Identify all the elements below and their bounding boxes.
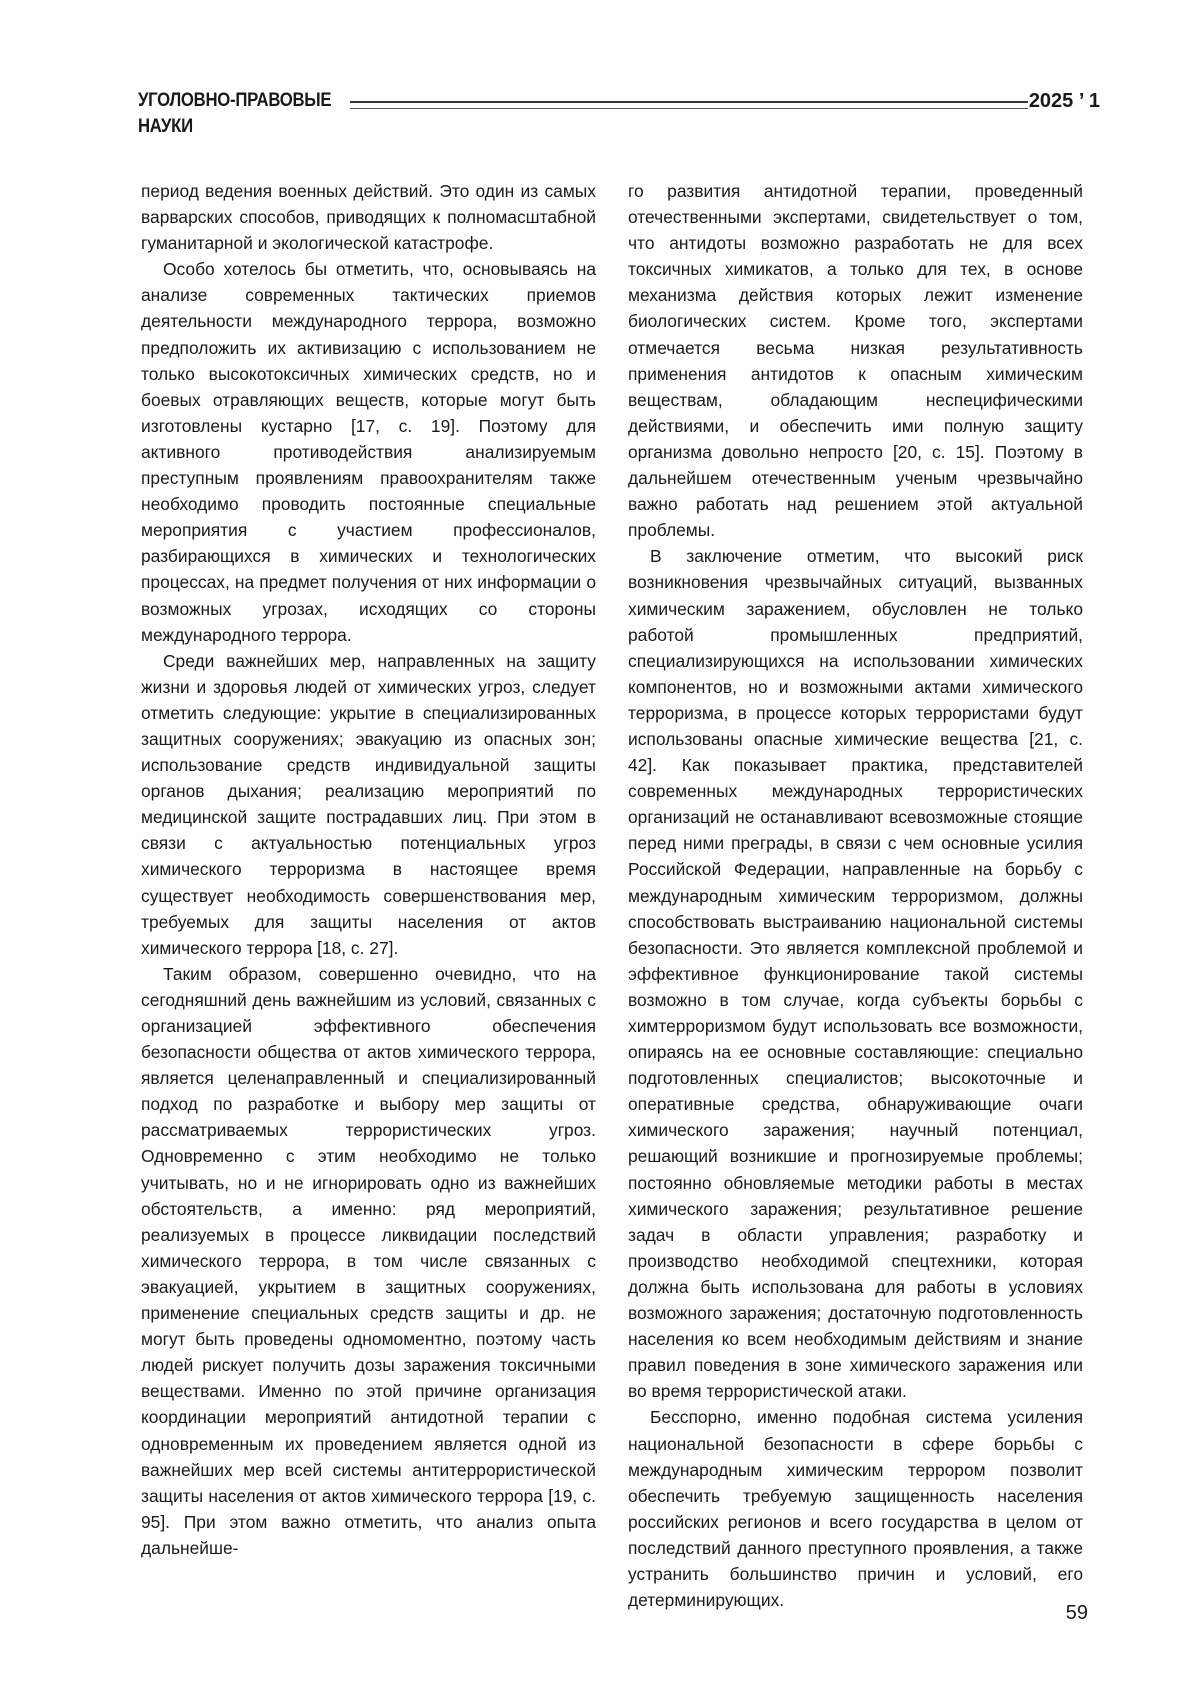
paragraph: В заключение отметим, что высокий риск возникновения чрезвычайных ситуаций, вызванных химическим заражением, обусловлен не только работой промышленных предприятий, специализирующихся на использовании химических компонентов, но и возможными актами химического терроризма, в процессе которых террористами будут использованы опасные химические вещества [21, с. 42]. Как показывает практика, представителей современных международных террористических организаций не останавливают всевозможные стоящие перед ними преграды, в связи с чем основные усилия Российской Федерации, направленные на борьбу с международным химическим терроризмом, должны способствовать выстраиванию национальной системы безопасности. Это является комплексной проблемой и эффективное функционирование такой системы возможно в том случае, когда субъекты борьбы с химтерроризмом будут использовать все возможности, опираясь на ее основные составляющие: специально подготовленных специалистов; высокоточные и оперативные средства, обнаруживающие очаги химического заражения; научный потенциал, решающий возникшие и прогнозируемые проблемы; постоянно обновляемые методики работы в местах химического заражения; результативное решение задач в области управления; разработку и производство необходимой спецтехники, которая должна быть использована для работы в условиях возможного заражения; достаточную подготовленность населения ко всем необходимым действиям и знание правил поведения в зоне химического заражения или во время террористической атаки. xyxy=(628,546,1083,1402)
paragraph: Таким образом, совершенно очевидно, что на сегодняшний день важнейшим из условий, связанных с организацией эффективного обеспечения безопасности общества от актов химического террора, является целенаправленный и специализированный подход по разработке и выбору мер защиты от рассматриваемых террористических угроз. Одновременно с этим необходимо не только учитывать, но и не игнорировать одно из важнейших обстоятельств, а именно: ряд мероприятий, реализуемых в процессе ликвидации последствий химического террора, в том числе связанных с эвакуацией, укрытием в защитных сооружениях, применение специальных средств защиты и др. не могут быть проведены одномоментно, поэтому часть людей рискует получить дозы заражения токсичными веществами. Именно по этой причине организация координации мероприятий антидотной терапии с одновременным их проведением является одной из важнейших мер всей системы антитеррористической защиты населения от актов химического террора [19, с. 95]. При этом важно отметить, что анализ опыта дальнейше- xyxy=(141,963,596,1558)
paragraph: го развития антидотной терапии, проведенный отечественными экспертами, свидетельствует о том, что антидоты возможно разработать не для всех токсичных химикатов, а только для тех, в основе механизма действия которых лежит изменение биологических систем. Кроме того, экспертами отмечается весьма низкая результативность применения антидотов к опасным химическим веществам, обладающим неспецифическими действиями, и обеспечить ими полную защиту организма довольно непросто [20, с. 15]. Поэтому в дальнейшем отечественным ученым чрезвычайно важно работать над решением этой актуальной проблемы. xyxy=(628,181,1083,541)
paragraph: Бесспорно, именно подобная система усиления национальной безопасности в сфере борьбы с международным химическим террором позволит обеспечить требуемую защищенность населения российских регионов и всего государства в целом от последствий данного преступного проявления, а также устранить большинство причин и условий, его детерминирующих. xyxy=(628,1407,1083,1611)
section-title-line1: УГОЛОВНО-ПРАВОВЫЕ xyxy=(138,90,332,111)
left-column xyxy=(141,178,596,1561)
paragraph: период ведения военных действий. Это один из самых варварских способов, приводящих к полномасштабной гуманитарной и экологической катастрофе. xyxy=(141,181,596,254)
page-number: 59 xyxy=(1065,1602,1088,1624)
running-header xyxy=(138,88,1100,148)
paragraph: Среди важнейших мер, направленных на защиту жизни и здоровья людей от химических угроз, следует отметить следующие: укрытие в специализированных защитных сооружениях; эвакуацию из опасных зон; использование средств индивидуальной защиты органов дыхания; реализацию мероприятий по медицинской защите пострадавших лиц. При этом в связи с актуальностью потенциальных угроз химического терроризма в настоящее время существует необходимость совершенствования мер, требуемых для защиты населения от актов химического террора [18, с. 27]. xyxy=(141,650,596,958)
right-column xyxy=(628,178,1083,1613)
section-title-line2: НАУКИ xyxy=(138,116,193,137)
header-rule-thin xyxy=(350,108,1028,109)
issue-number: 2025 ’ 1 xyxy=(1028,90,1100,112)
section-title xyxy=(138,88,331,140)
paragraph: Особо хотелось бы отметить, что, основываясь на анализе современных тактических приемов деятельности международного террора, возможно предположить их активизацию с использованием не только высокотоксичных химических средств, но и боевых отравляющих веществ, которые могут быть изготовлены кустарно [17, с. 19]. Поэтому для активного противодействия анализируемым преступным проявлениям правоохранителям также необходимо проводить постоянные специальные мероприятия с участием профессионалов, разбирающихся в химических и технологических процессах, на предмет получения от них информации о возможных угрозах, исходящих со стороны международного террора. xyxy=(141,259,596,645)
header-rule xyxy=(350,101,1028,103)
